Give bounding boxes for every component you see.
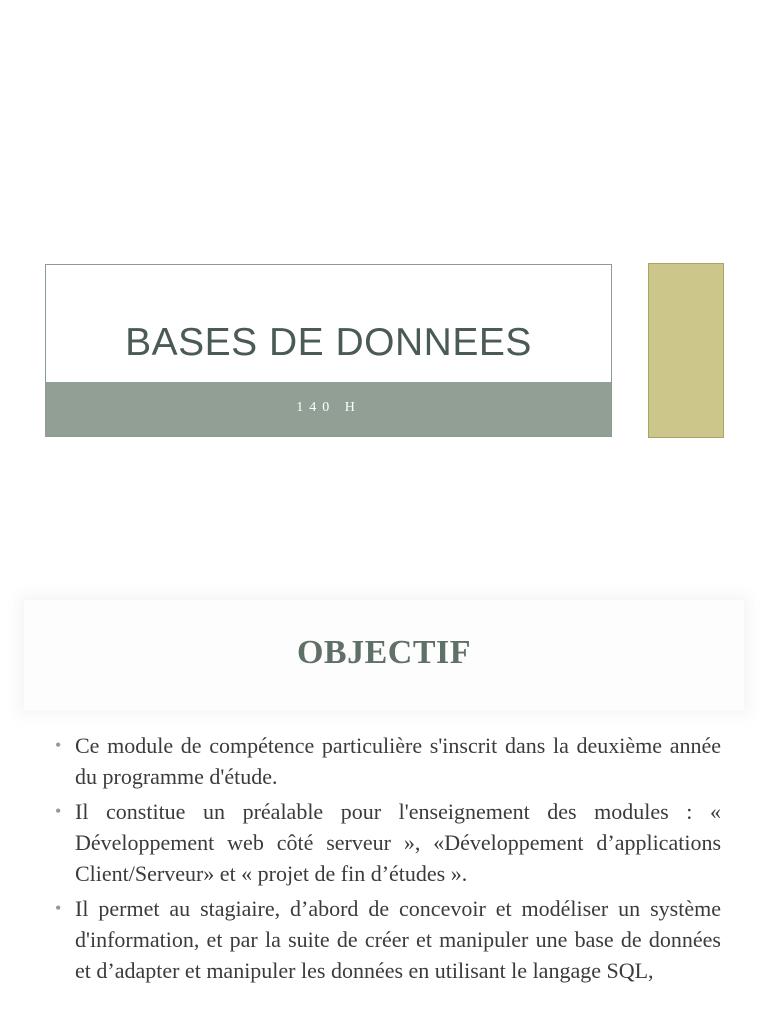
bullet-icon: •	[55, 898, 62, 918]
bullet-item	[53, 893, 721, 986]
subtitle-bar	[46, 382, 611, 436]
objective-bullet-list	[53, 730, 721, 990]
slide-subtitle: 140 H	[296, 400, 361, 415]
objective-title: OBJECTIF	[296, 634, 472, 671]
slide-title: BASES DE DONNEES	[125, 321, 532, 364]
title-slide-box	[45, 264, 612, 437]
bullet-text: Il permet au stagiaire, d’abord de concevoir et modéliser un système d'information, et par la suite de créer et manipuler une base de données et d’adapter et manipuler les données en utilisant le langage SQL,	[75, 896, 721, 983]
bullet-item	[53, 796, 721, 889]
objective-header	[24, 600, 744, 710]
bullet-text: Ce module de compétence particulière s'inscrit dans la deuxième année du programme d'étude.	[75, 733, 721, 789]
accent-block	[648, 263, 724, 438]
bullet-icon: •	[55, 801, 62, 821]
bullet-text: Il constitue un préalable pour l'enseignement des modules : « Développement web côté serveur », «Développement d’applications Client/Serveur» et « projet de fin d’études ».	[75, 799, 721, 886]
bullet-item	[53, 730, 721, 792]
bullet-icon: •	[55, 735, 62, 755]
